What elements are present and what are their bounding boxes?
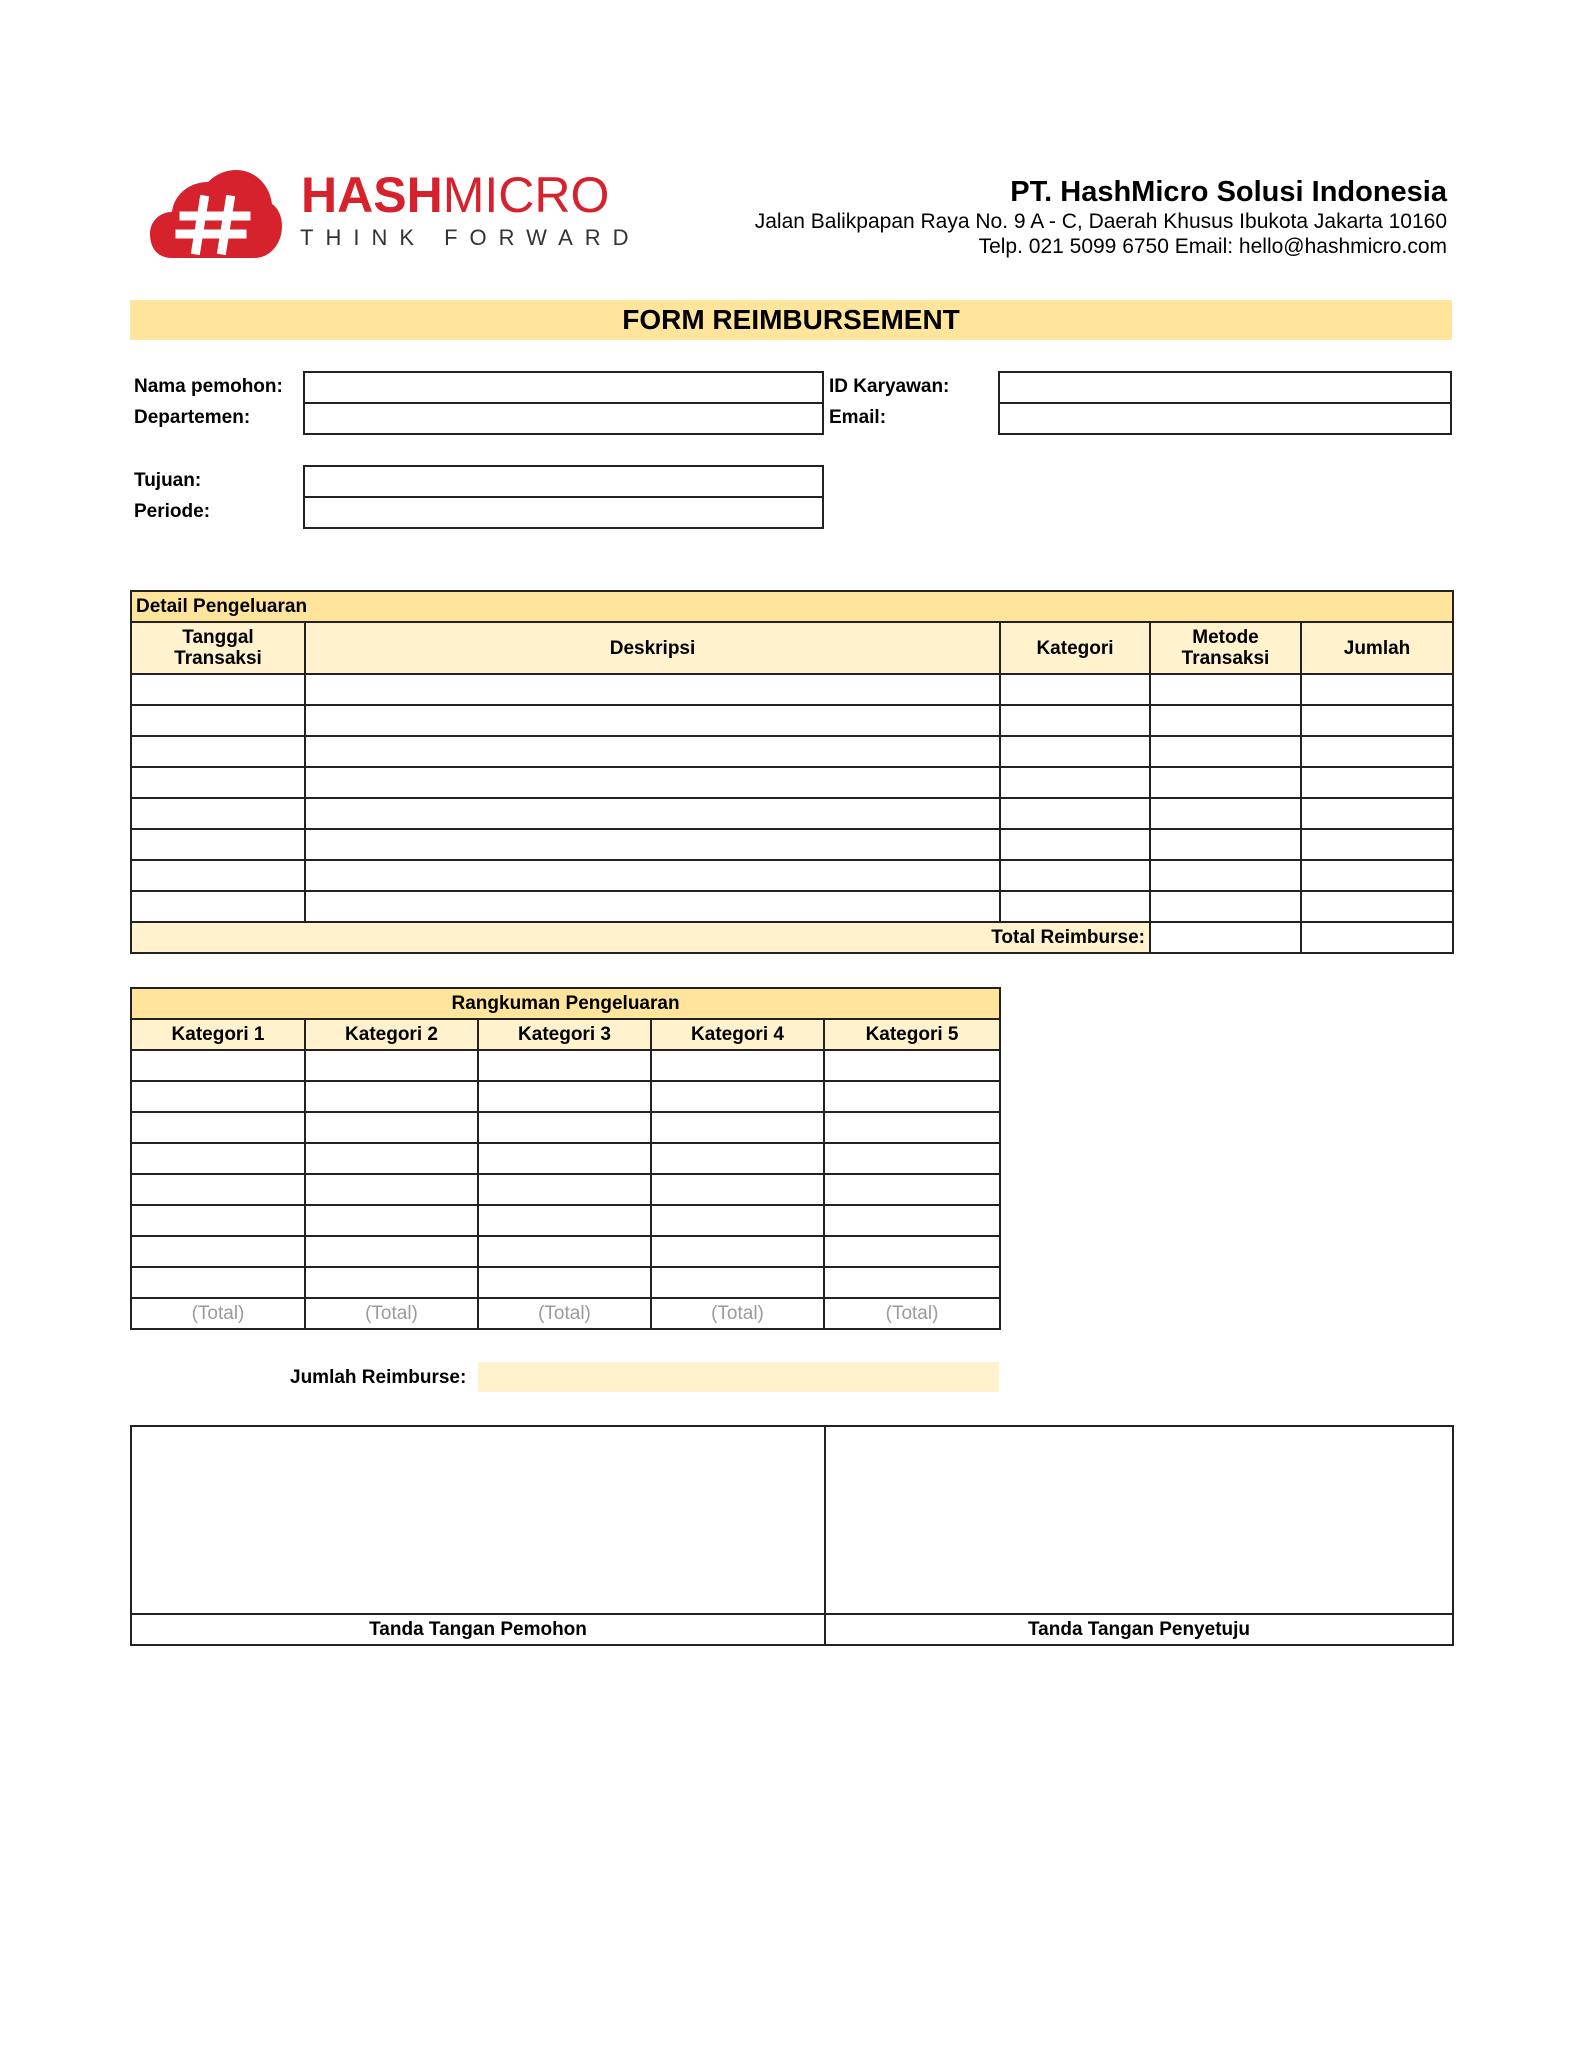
table-cell[interactable] — [131, 767, 305, 798]
periode-field[interactable] — [303, 496, 824, 529]
table-cell[interactable] — [305, 674, 1000, 705]
table-cell[interactable] — [478, 1267, 651, 1298]
col-deskripsi: Deskripsi — [305, 622, 1000, 674]
table-row — [131, 1050, 1000, 1081]
table-cell[interactable] — [1150, 860, 1301, 891]
table-cell[interactable] — [1000, 829, 1150, 860]
table-cell[interactable] — [651, 1174, 824, 1205]
table-cell[interactable] — [1000, 705, 1150, 736]
col-kategori-2: Kategori 2 — [305, 1019, 478, 1050]
table-row — [131, 891, 1453, 922]
table-row — [131, 1112, 1000, 1143]
table-cell[interactable] — [651, 1143, 824, 1174]
table-cell[interactable] — [478, 1143, 651, 1174]
total-reimburse-value[interactable] — [1301, 922, 1453, 953]
table-cell[interactable] — [131, 1050, 305, 1081]
total-kategori-1[interactable]: (Total) — [131, 1298, 305, 1329]
table-row — [131, 736, 1453, 767]
table-cell[interactable] — [305, 736, 1000, 767]
cloud-hash-logo-icon — [150, 170, 282, 260]
applicant-signature-label: Tanda Tangan Pemohon — [131, 1614, 825, 1645]
table-cell[interactable] — [1000, 674, 1150, 705]
company-name: PT. HashMicro Solusi Indonesia — [1010, 176, 1447, 208]
table-row — [131, 1267, 1000, 1298]
table-cell[interactable] — [1000, 736, 1150, 767]
table-cell[interactable] — [651, 1081, 824, 1112]
total-kategori-2[interactable]: (Total) — [305, 1298, 478, 1329]
table-cell[interactable] — [651, 1112, 824, 1143]
table-cell[interactable] — [651, 1267, 824, 1298]
table-cell[interactable] — [1150, 891, 1301, 922]
departemen-label: Departemen: — [134, 407, 251, 428]
table-cell[interactable] — [305, 1236, 478, 1267]
table-cell[interactable] — [1301, 736, 1453, 767]
logo-wordmark — [301, 168, 609, 222]
table-cell[interactable] — [1150, 736, 1301, 767]
table-row — [131, 1143, 1000, 1174]
table-cell[interactable] — [824, 1236, 1000, 1267]
table-row — [131, 860, 1453, 891]
table-cell[interactable] — [131, 1081, 305, 1112]
table-cell[interactable] — [305, 1267, 478, 1298]
table-cell[interactable] — [824, 1174, 1000, 1205]
table-cell[interactable] — [1301, 767, 1453, 798]
table-cell[interactable] — [305, 1081, 478, 1112]
table-cell[interactable] — [824, 1205, 1000, 1236]
detail-section-title: Detail Pengeluaran — [131, 591, 1453, 622]
table-cell[interactable] — [305, 860, 1000, 891]
email-field[interactable] — [998, 402, 1452, 435]
tujuan-field[interactable] — [303, 465, 824, 498]
table-cell[interactable] — [478, 1050, 651, 1081]
table-row — [131, 1081, 1000, 1112]
tujuan-label: Tujuan: — [134, 470, 202, 491]
company-address: Jalan Balikpapan Raya No. 9 A - C, Daerah Khusus Ibukota Jakarta 10160 — [754, 210, 1447, 233]
col-metode-transaksi: Metode Transaksi — [1150, 622, 1301, 674]
table-cell[interactable] — [131, 1236, 305, 1267]
company-logo — [150, 167, 641, 268]
table-cell[interactable] — [131, 736, 305, 767]
table-cell[interactable] — [1301, 829, 1453, 860]
table-cell[interactable] — [478, 1205, 651, 1236]
table-row — [131, 1205, 1000, 1236]
table-cell[interactable] — [1301, 891, 1453, 922]
col-kategori-1: Kategori 1 — [131, 1019, 305, 1050]
table-cell[interactable] — [1301, 798, 1453, 829]
periode-label: Periode: — [134, 501, 211, 522]
nama-pemohon-label: Nama pemohon: — [134, 376, 283, 397]
applicant-signature-area[interactable] — [131, 1426, 825, 1614]
total-kategori-4[interactable]: (Total) — [651, 1298, 824, 1329]
table-cell[interactable] — [1150, 829, 1301, 860]
table-cell[interactable] — [305, 1174, 478, 1205]
logo-wordmark-hash: HASH — [301, 167, 443, 223]
table-cell[interactable] — [651, 1205, 824, 1236]
id-karyawan-field[interactable] — [998, 371, 1452, 404]
table-cell[interactable] — [1301, 674, 1453, 705]
table-cell[interactable] — [131, 1143, 305, 1174]
table-row — [131, 829, 1453, 860]
table-cell[interactable] — [131, 1174, 305, 1205]
table-cell[interactable] — [305, 798, 1000, 829]
table-cell[interactable] — [824, 1081, 1000, 1112]
total-reimburse-cell[interactable] — [1150, 922, 1301, 953]
summary-total-row — [131, 1298, 1000, 1329]
table-cell[interactable] — [305, 705, 1000, 736]
table-cell[interactable] — [824, 1050, 1000, 1081]
total-kategori-3[interactable]: (Total) — [478, 1298, 651, 1329]
table-cell[interactable] — [478, 1112, 651, 1143]
col-jumlah: Jumlah — [1301, 622, 1453, 674]
summary-header-row — [131, 1019, 1000, 1050]
rangkuman-pengeluaran-table — [130, 987, 1001, 1330]
table-cell[interactable] — [305, 1112, 478, 1143]
table-cell[interactable] — [305, 767, 1000, 798]
departemen-field[interactable] — [303, 402, 824, 435]
company-contact: Telp. 021 5099 6750 Email: hello@hashmicro.com — [978, 235, 1447, 258]
col-kategori: Kategori — [1000, 622, 1150, 674]
col-kategori-4: Kategori 4 — [651, 1019, 824, 1050]
table-row — [131, 767, 1453, 798]
table-cell[interactable] — [131, 829, 305, 860]
col-kategori-3: Kategori 3 — [478, 1019, 651, 1050]
table-cell[interactable] — [1000, 891, 1150, 922]
table-cell[interactable] — [1150, 705, 1301, 736]
total-kategori-5[interactable]: (Total) — [824, 1298, 1000, 1329]
table-cell[interactable] — [1150, 767, 1301, 798]
approver-signature-label: Tanda Tangan Penyetuju — [825, 1614, 1453, 1645]
form-title: FORM REIMBURSEMENT — [130, 300, 1452, 340]
table-cell[interactable] — [131, 674, 305, 705]
table-cell[interactable] — [651, 1236, 824, 1267]
table-cell[interactable] — [478, 1081, 651, 1112]
total-reimburse-row — [131, 922, 1453, 953]
approver-signature-area[interactable] — [825, 1426, 1453, 1614]
table-cell[interactable] — [824, 1143, 1000, 1174]
logo-tagline: THINK FORWARD — [300, 225, 641, 250]
table-cell[interactable] — [131, 860, 305, 891]
table-cell[interactable] — [305, 1205, 478, 1236]
table-cell[interactable] — [1150, 674, 1301, 705]
jumlah-reimburse-field[interactable] — [478, 1362, 999, 1392]
jumlah-reimburse-label: Jumlah Reimburse: — [290, 1367, 467, 1388]
table-row — [131, 1236, 1000, 1267]
table-cell[interactable] — [131, 705, 305, 736]
logo-wordmark-micro: MICRO — [442, 167, 610, 223]
table-cell[interactable] — [1000, 798, 1150, 829]
table-cell[interactable] — [131, 1205, 305, 1236]
table-cell[interactable] — [1301, 860, 1453, 891]
table-cell[interactable] — [131, 798, 305, 829]
table-cell[interactable] — [1000, 860, 1150, 891]
table-cell[interactable] — [651, 1050, 824, 1081]
table-cell[interactable] — [305, 1050, 478, 1081]
table-cell[interactable] — [824, 1267, 1000, 1298]
table-row — [131, 705, 1453, 736]
col-tanggal-transaksi: Tanggal Transaksi — [131, 622, 305, 674]
table-row — [131, 1174, 1000, 1205]
table-cell[interactable] — [1150, 798, 1301, 829]
table-cell[interactable] — [478, 1174, 651, 1205]
table-cell[interactable] — [305, 829, 1000, 860]
total-reimburse-label: Total Reimburse: — [131, 922, 1150, 953]
nama-pemohon-field[interactable] — [303, 371, 824, 404]
table-cell[interactable] — [824, 1112, 1000, 1143]
detail-pengeluaran-table — [130, 590, 1454, 954]
table-cell[interactable] — [131, 1112, 305, 1143]
col-kategori-5: Kategori 5 — [824, 1019, 1000, 1050]
table-cell[interactable] — [305, 1143, 478, 1174]
table-cell[interactable] — [1301, 705, 1453, 736]
table-cell[interactable] — [131, 891, 305, 922]
signature-table — [130, 1425, 1454, 1646]
table-cell[interactable] — [1000, 767, 1150, 798]
id-karyawan-label: ID Karyawan: — [829, 376, 950, 397]
detail-header-row — [131, 622, 1453, 674]
table-row — [131, 674, 1453, 705]
table-row — [131, 798, 1453, 829]
table-cell[interactable] — [305, 891, 1000, 922]
table-cell[interactable] — [131, 1267, 305, 1298]
summary-title: Rangkuman Pengeluaran — [131, 988, 1000, 1019]
email-label: Email: — [829, 407, 887, 428]
table-cell[interactable] — [478, 1236, 651, 1267]
